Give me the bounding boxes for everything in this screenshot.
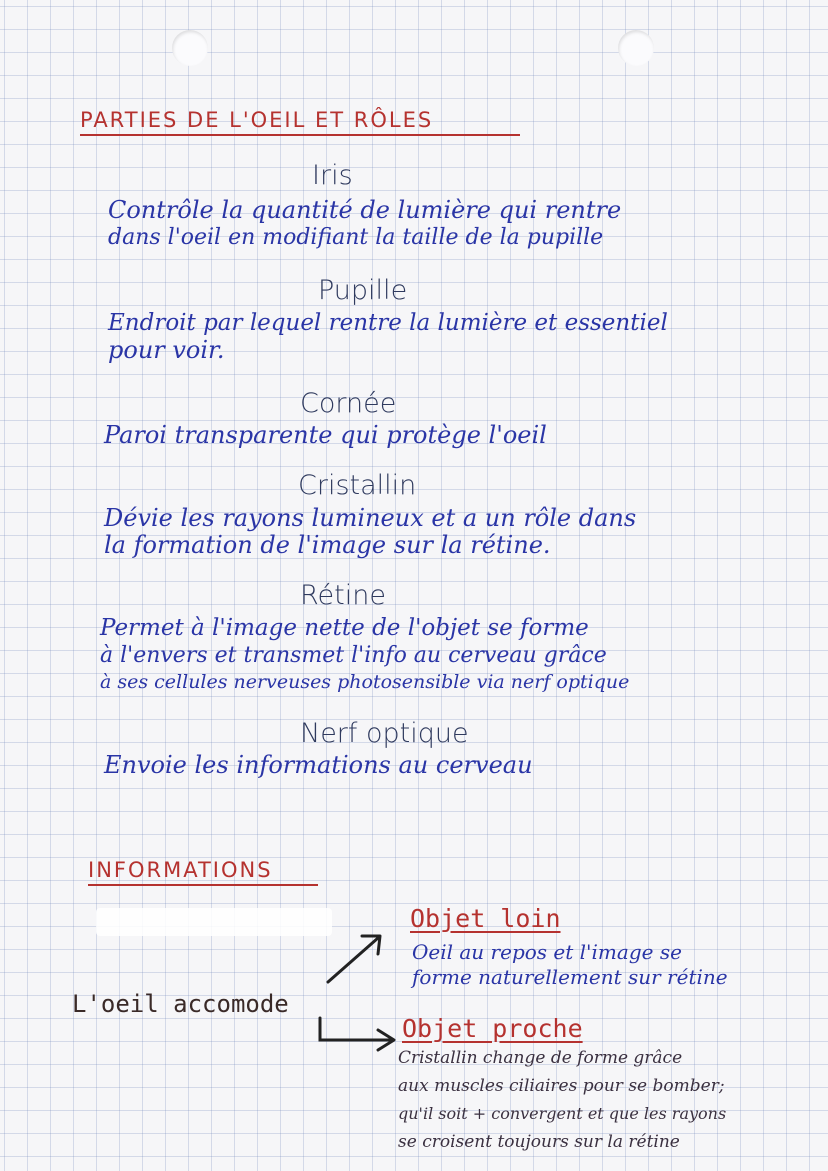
definition-line: Dévie les rayons lumineux et a un rôle dans xyxy=(104,504,637,532)
description-objet-loin xyxy=(412,940,822,990)
description-objet-proche xyxy=(398,1044,808,1156)
description-line: qu'il soit + convergent et que les rayons xyxy=(398,1104,727,1123)
description-line: se croisent toujours sur la rétine xyxy=(398,1132,680,1152)
definition-line: Contrôle la quantité de lumière qui rentre xyxy=(108,196,622,224)
definition-line: à l'envers et transmet l'info au cerveau grâce xyxy=(100,643,607,668)
definition-line: pour voir. xyxy=(108,336,225,364)
term-iris: Iris xyxy=(312,160,353,191)
title-objet-proche: Objet proche xyxy=(402,1014,583,1043)
term-cornee: Cornée xyxy=(300,388,397,419)
definition-line: Permet à l'image nette de l'objet se forme xyxy=(100,615,589,641)
definition-line: Paroi transparente qui protège l'oeil xyxy=(104,421,547,449)
arrow-to-near xyxy=(320,1018,392,1040)
term-nerf-optique: Nerf optique xyxy=(300,718,469,749)
definition-line: la formation de l'image sur la rétine. xyxy=(104,531,551,559)
definition-line: à ses cellules nerveuses photosensible via nerf optique xyxy=(100,671,630,693)
description-line: Cristallin change de forme grâce xyxy=(398,1048,683,1068)
description-line: Oeil au repos et l'image se xyxy=(412,940,682,964)
section-title-informations: INFORMATIONS xyxy=(88,858,318,886)
term-retine: Rétine xyxy=(300,580,386,611)
section-title-parts: PARTIES DE L'OEIL ET RÔLES xyxy=(80,108,520,136)
subject-accomode: L'oeil accomode xyxy=(72,990,289,1018)
description-line: aux muscles ciliaires pour se bomber; xyxy=(398,1076,725,1096)
arrow-to-far xyxy=(328,938,378,982)
definition-line: Envoie les informations au cerveau xyxy=(104,751,533,779)
term-pupille: Pupille xyxy=(318,275,408,306)
description-line: forme naturellement sur rétine xyxy=(412,965,728,989)
definition-line: dans l'oeil en modifiant la taille de la pupille xyxy=(108,225,604,250)
term-cristallin: Cristallin xyxy=(298,470,417,501)
definition-line: Endroit par lequel rentre la lumière et essentiel xyxy=(108,310,668,336)
title-objet-loin: Objet loin xyxy=(410,904,561,933)
